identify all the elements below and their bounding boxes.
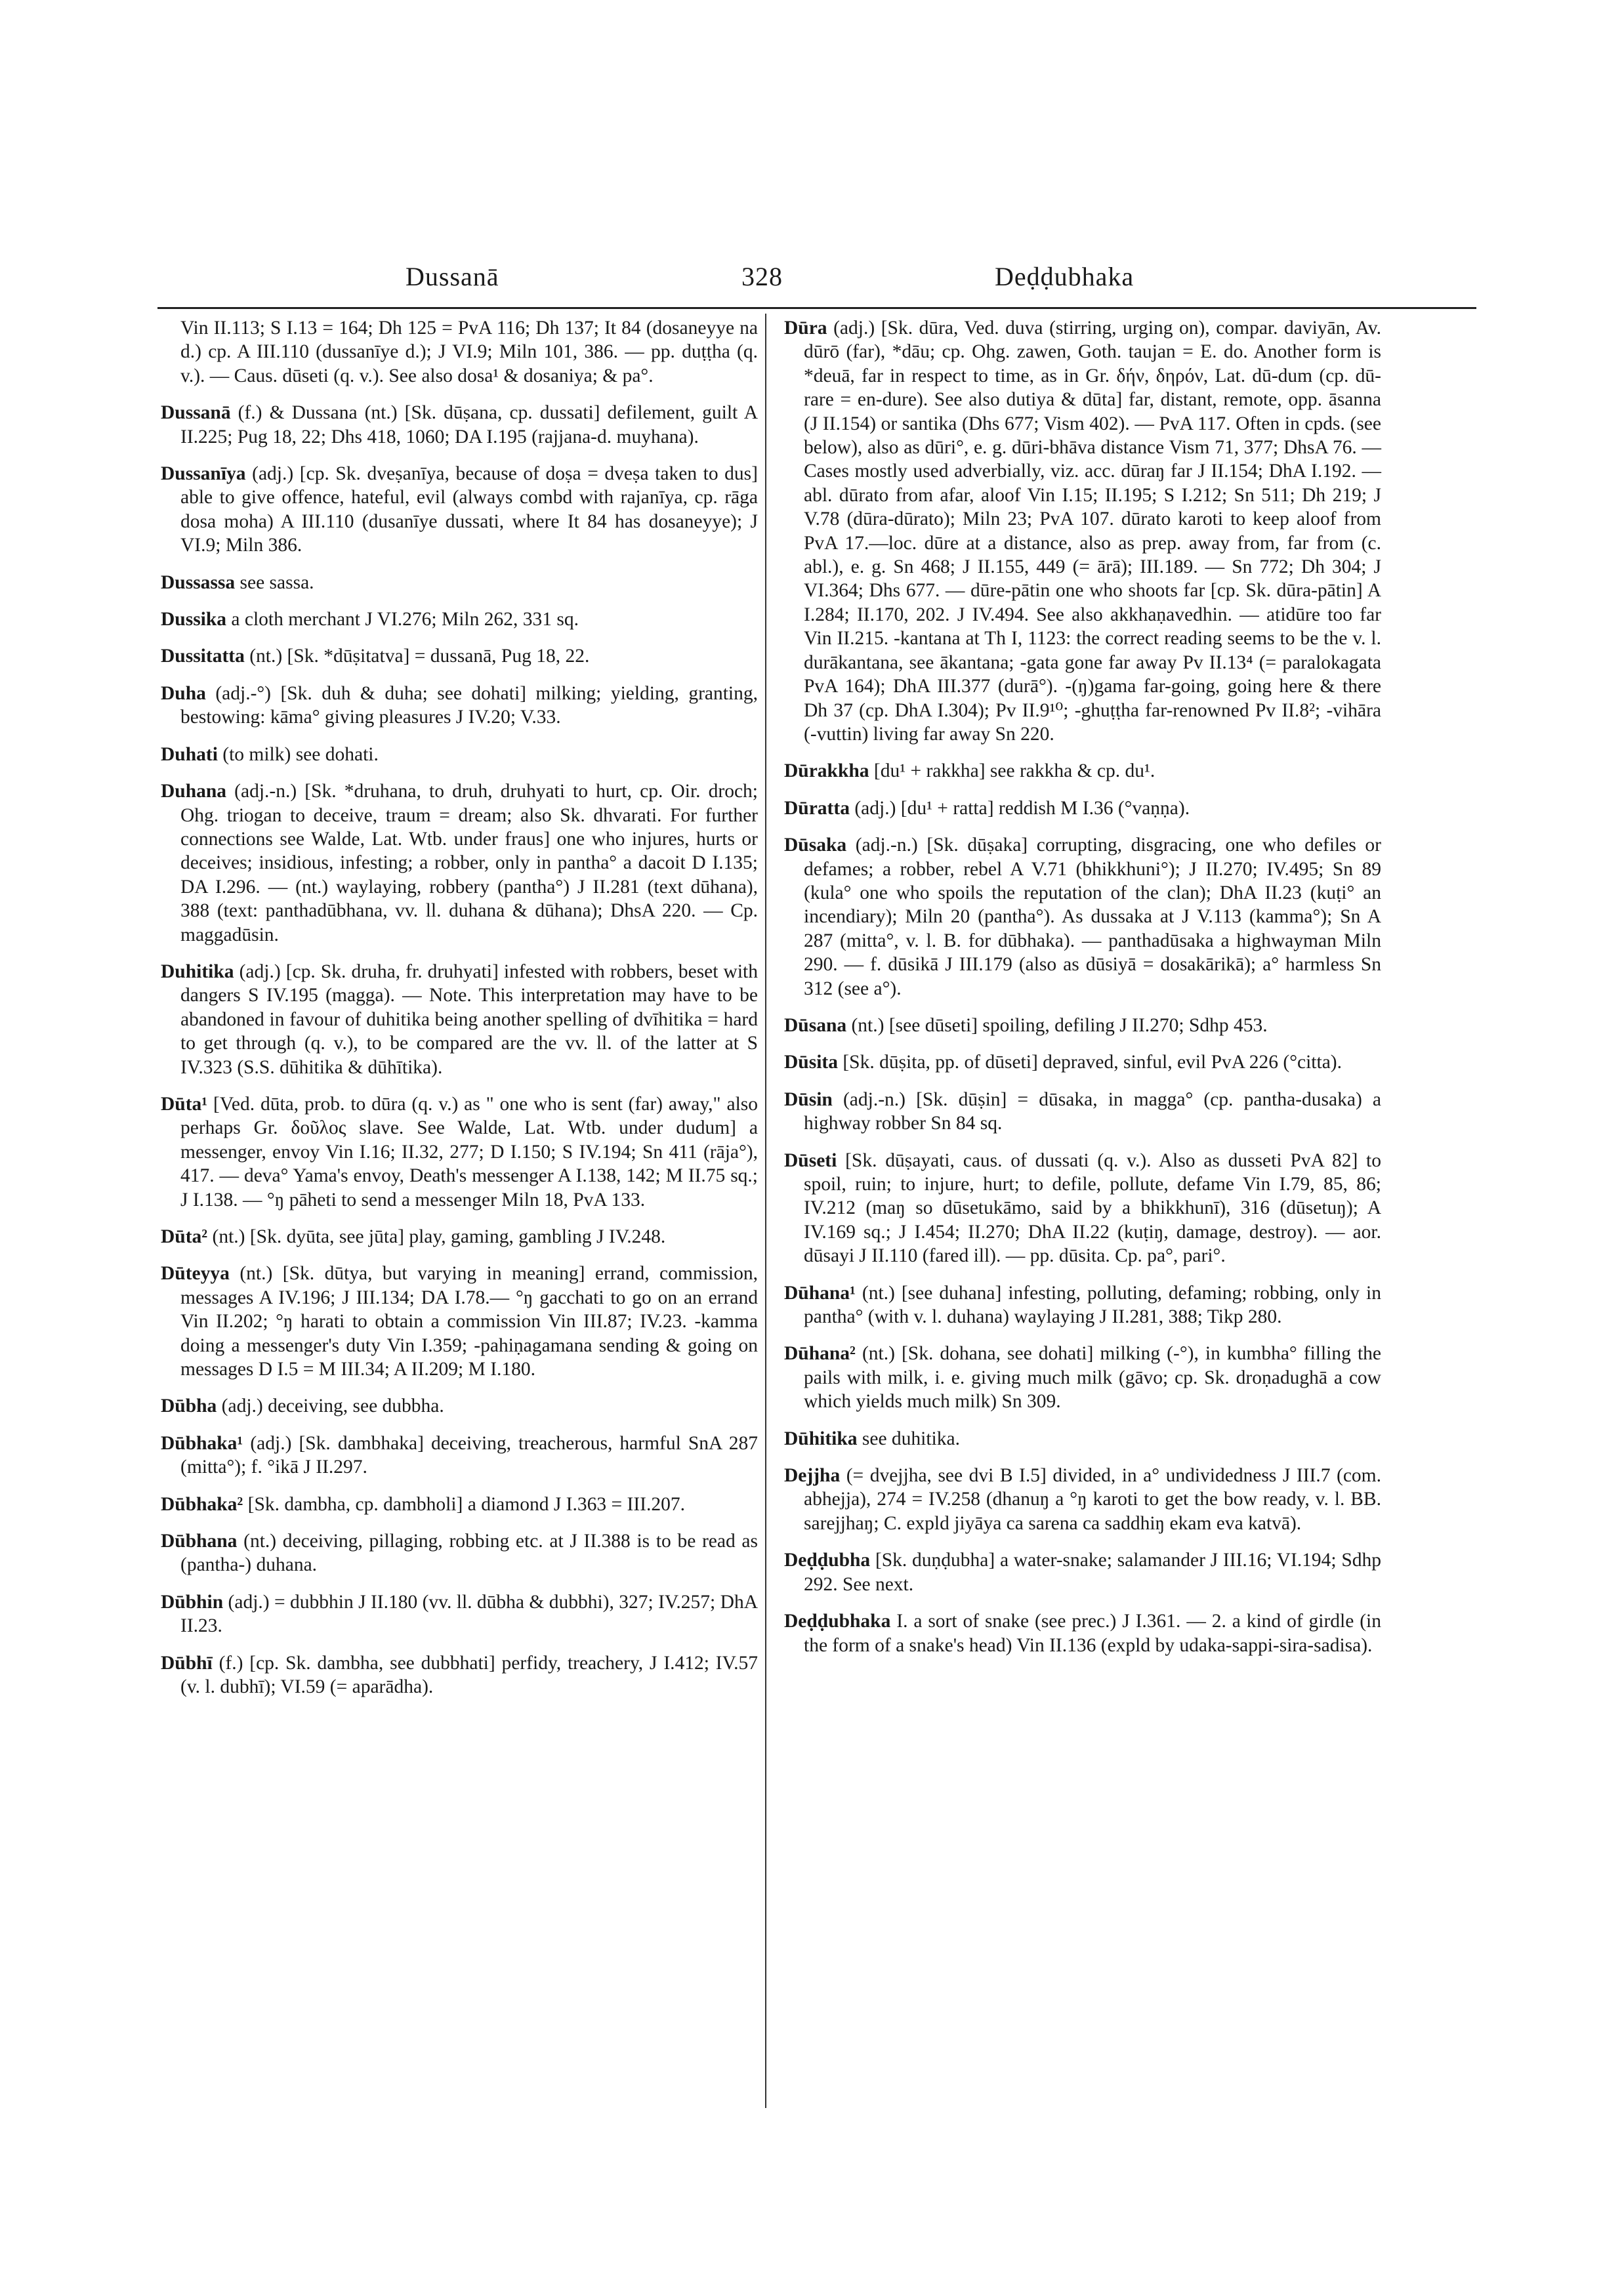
dictionary-entry — [784, 759, 1381, 783]
headword: Dūsaka — [784, 835, 847, 856]
entry-text: (nt.) [Sk. dūtya, but varying in meaning] errand, commission, messages A IV.196; J III.134; DA I.78.— °ŋ gacchati to go on an errand Vin II.202; °ŋ harati to obtain a commission Vin III.87; IV.23. -kamma doing a messenger's duty Vin I.359; -pahiṇagamana sending & going on messages D I.5 = M III.34; A II.209; M I.180. — [180, 1263, 758, 1380]
headword: Dussitatta — [161, 646, 245, 667]
entry-text: (nt.) [see duhana] infesting, polluting, defaming; robbing, only in pantha° (with v. l. duhana) waylaying J II.281, 388; Tikp 280. — [804, 1282, 1381, 1328]
running-head-right: Deḍḍubhaka — [995, 262, 1135, 291]
entry-text: (adj.) [cp. Sk. dveṣanīya, because of doṣa = dveṣa taken to dus] able to give offence, hateful, evil (always combd with rajanīya, cp. rāga dosa moha) A III.110 (dusanīye dussati, where It 84 has dosaneyye); J VI.9; Miln 386. — [180, 463, 758, 556]
entry-text: [Sk. duṇḍubha] a water-snake; salamander J III.16; VI.194; Sdhp 292. See next. — [804, 1550, 1382, 1595]
dictionary-entry — [784, 1342, 1381, 1413]
entry-text: [du¹ + rakkha] see rakkha & cp. du¹. — [873, 760, 1156, 782]
dictionary-entry — [784, 1427, 1381, 1451]
headword: Dūsin — [784, 1088, 833, 1110]
entry-text: (f.) [cp. Sk. dambha, see dubbhati] perfidy, treachery, J I.412; IV.57 (v. l. dubhī); VI.59 (= aparādha). — [180, 1652, 758, 1698]
dictionary-entry — [161, 462, 758, 558]
entry-text: [Ved. dūta, prob. to dūra (q. v.) as " one who is sent (far) away," also perhaps Gr. δοῦλος slave. See Walde, Lat. Wtb. under dudum] a messenger, envoy Vin I.16; II.32, 277; D I.150; S IV.194; Sn 411 (rāja°), 417. — deva° Yama's envoy, Death's messenger A I.138, 142; M II.75 sq.; J I.138. — °ŋ pāheti to send a messenger Miln 18, PvA 133. — [180, 1093, 758, 1210]
entry-text: (adj.) deceiving, see dubbha. — [221, 1396, 444, 1417]
headword: Dūhitika — [784, 1428, 858, 1449]
dictionary-entry — [161, 779, 758, 947]
entry-text: (adj.-°) [Sk. duh & duha; see dohati] milking; yielding, granting, bestowing: kāma° giving pleasures J IV.20; V.33. — [180, 682, 759, 728]
headword: Dussassa — [161, 571, 236, 593]
entry-text: [Sk. dūṣita, pp. of dūseti] depraved, sinful, evil PvA 226 (°citta). — [843, 1052, 1342, 1073]
dictionary-entry — [161, 1394, 758, 1418]
headword: Dūbhin — [161, 1591, 224, 1613]
dictionary-entry — [784, 1149, 1381, 1268]
running-head-left: Dussanā — [406, 262, 499, 291]
dictionary-entry — [784, 316, 1381, 746]
headword: Dūhana¹ — [784, 1282, 856, 1304]
dictionary-entry — [784, 1014, 1381, 1037]
headword: Dūta² — [161, 1226, 208, 1247]
headword: Dūbha — [161, 1396, 217, 1417]
headword: Dūseti — [784, 1149, 837, 1171]
dictionary-entry — [161, 1493, 758, 1516]
header-rule — [157, 307, 1476, 309]
headword: Dūbhī — [161, 1652, 213, 1674]
dictionary-entry — [161, 682, 758, 730]
dictionary-entry — [784, 1464, 1381, 1535]
dictionary-entry — [784, 1050, 1381, 1074]
entry-text: (adj.) [du¹ + ratta] reddish M I.36 (°vaṇṇa). — [854, 797, 1190, 819]
entry-text: (f.) & Dussana (nt.) [Sk. dūṣana, cp. dussati] defilement, guilt A II.225; Pug 18, 22; Dhs 418, 1060; DA I.195 (rajjana-d. muyhana). — [180, 402, 758, 447]
dictionary-entry — [161, 316, 758, 388]
entry-text: (nt.) [Sk. dohana, see dohati] milking (-°), in kumbha° filling the pails with milk, i. e. giving much milk (gāvo; cp. Sk. droṇadughā a cow which yields much milk) Sn 309. — [804, 1343, 1381, 1413]
dictionary-entry — [784, 833, 1381, 1001]
entry-text: (adj.-n.) [Sk. dūṣaka] corrupting, disgracing, one who defiles or defames; a robber, rebel A V.71 (bhikkhuni°); J II.270; IV.495; Sn 89 (kula° one who spoils the reputation of the clan); DhA II.23 (kuṭi° an incendiary); Miln 20 (pantha°). As dussaka at J V.113 (kamma°); Sn A 287 (mitta°, v. l. B. for dūbhaka). — panthadūsaka a highwayman Miln 290. — f. dūsikā J III.179 (also as dūsiyā = dosakārikā); a° harmless Sn 312 (see a°). — [804, 835, 1382, 999]
right-column — [784, 316, 1381, 1670]
entry-text: (adj.) [Sk. dambhaka] deceiving, treacherous, harmful SnA 287 (mitta°); f. °ikā J II.297. — [180, 1432, 759, 1478]
entry-text: (adj.) [Sk. dūra, Ved. duva (stirring, urging on), compar. daviyān, Av. dūrō (far), *dāu; cp. Ohg. zawen, Goth. taujan = E. do. Another form is *deuā, far in respect to time, as in Gr. δήν, δηρόν, Lat. dū-dum (cp. dū-rare = en-dure). See also dutiya & dūta] far, distant, remote, opp. āsanna (J II.154) or santika (Dhs 677; Vism 402). — PvA 117. Often in cpds. (see below), also as dūri°, e. g. dūri-bhāva distance Vism 71, 377; DhsA 76. — Cases mostly used adverbially, viz. acc. dūraŋ far J II.154; DhA I.192. — abl. dūrato from afar, aloof Vin I.15; II.195; S I.212; Sn 511; Dh 219; J V.78 (dūra-dūrato); Miln 23; PvA 107. dūrato karoti to keep aloof from PvA 17.—loc. dūre at a distance, also as prep. away from, far from (c. abl.), e. g. Sn 468; J II.155, 449 (= ārā); III.189. — Sn 772; Dh 304; J VI.364; Dhs 677. — dūre-pātin one who shoots far [cp. Sk. dūra-pātin] A I.284; II.170, 202. J IV.494. See also akkhaṇavedhin. — atidūre too far Vin II.215. -kantana at Th I, 1123: the correct reading seems to be the v. l. durākantana, see ākantana; -gata gone far away Pv II.13⁴ (= paralokagata PvA 164); DhA III.377 (durā°). -(ŋ)gama far-going, going here & there Dh 37 (cp. DhA I.304); Pv II.9¹⁰; -ghuṭṭha far-renowned Pv II.8²; -vihāra (-vuttin) living far away Sn 220. — [804, 318, 1382, 745]
page-number: 328 — [741, 262, 783, 291]
headword: Dūrakkha — [784, 760, 869, 782]
entry-text: see sassa. — [239, 571, 314, 593]
headword: Deḍḍubha — [784, 1550, 871, 1571]
headword: Dūbhaka² — [161, 1493, 243, 1515]
dictionary-entry — [161, 1432, 758, 1479]
dictionary-entry — [161, 743, 758, 766]
headword: Duha — [161, 682, 206, 704]
headword: Dūsana — [784, 1014, 847, 1036]
headword: Dejjha — [784, 1465, 841, 1487]
dictionary-entry — [161, 608, 758, 631]
headword: Dussanā — [161, 402, 231, 424]
headword: Dūbhaka¹ — [161, 1432, 243, 1454]
entry-text: (adj.-n.) [Sk. dūṣin] = dūsaka, in magga° (cp. pantha-dusaka) a highway robber Sn 84 sq. — [804, 1088, 1382, 1134]
entry-text: (to milk) see dohati. — [222, 743, 379, 765]
dictionary-entry — [161, 1262, 758, 1381]
dictionary-entry — [161, 1092, 758, 1212]
headword: Dūsita — [784, 1052, 838, 1073]
dictionary-entry — [161, 960, 758, 1079]
dictionary-entry — [161, 1529, 758, 1577]
entry-text: [Sk. dūṣayati, caus. of dussati (q. v.). Also as dusseti PvA 82] to spoil, ruin; to injure, hurt; to defile, pollute, defame Vin I.79, 85, 86; IV.212 (maŋ so dūsetukāmo, said by a bhikkhunī), 316 (dūsetuŋ); A IV.169 sq.; J I.454; II.270; DhA II.22 (kuṭiŋ, damage, destroy). — aor. dūsayi J II.110 (fared ill). — pp. dūsita. Cp. pa°, pari°. — [804, 1149, 1382, 1267]
headword: Dūra — [784, 318, 827, 339]
headword: Dūteyya — [161, 1263, 230, 1285]
dictionary-entry — [161, 1590, 758, 1638]
headword: Duhati — [161, 743, 218, 765]
entry-text: (nt.) [Sk. *dūṣitatva] = dussanā, Pug 18, 22. — [249, 646, 590, 667]
dictionary-entry — [161, 644, 758, 668]
entry-text: (adj.) = dubbhin J II.180 (vv. ll. dūbha & dubbhi), 327; IV.257; DhA II.23. — [180, 1591, 758, 1637]
dictionary-entry — [784, 1281, 1381, 1329]
dictionary-entry — [784, 1548, 1381, 1596]
entry-text: Vin II.113; S I.13 = 164; Dh 125 = PvA 116; Dh 137; It 84 (dosaneyye na d.) cp. A III.110 (dussanīye d.); J VI.9; Miln 101, 386. — pp. duṭṭha (q. v.). — Caus. dūseti (q. v.). See also dosa¹ & dosaniya; & pa°. — [180, 318, 758, 386]
headword: Deḍḍubhaka — [784, 1611, 891, 1632]
entry-text: I. a sort of snake (see prec.) J I.361. — 2. a kind of girdle (in the form of a snake's head) Vin II.136 (expld by udaka-sappi-sira-sadisa). — [804, 1611, 1382, 1656]
entry-text: (nt.) [Sk. dyūta, see jūta] play, gaming, gambling J IV.248. — [212, 1226, 666, 1247]
entry-text: (nt.) [see dūseti] spoiling, defiling J II.270; Sdhp 453. — [851, 1014, 1268, 1036]
entry-text: (= dvejjha, see dvi B I.5] divided, in a° undividedness J III.7 (com. abhejja), 274 = IV.258 (dhanuŋ a °ŋ karoti to get the bow ready, v. l. BB. sarejjhaŋ; C. expld jiyāya ca sarena ca saddhiŋ ekam eva katvā). — [804, 1465, 1382, 1534]
dictionary-entry — [784, 1088, 1381, 1136]
entry-text: a cloth merchant J VI.276; Miln 262, 331 sq. — [231, 609, 579, 631]
entry-text: (nt.) deceiving, pillaging, robbing etc. at J II.388 is to be read as (pantha-) duhana. — [180, 1531, 758, 1576]
dictionary-entry — [784, 1609, 1381, 1657]
entry-text: [Sk. dambha, cp. dambholi] a diamond J I.363 = III.207. — [247, 1493, 685, 1515]
headword: Duhana — [161, 781, 227, 802]
dictionary-entry — [161, 571, 758, 594]
headword: Dussika — [161, 609, 227, 631]
headword: Dūhana² — [784, 1343, 856, 1365]
entry-text: see duhitika. — [862, 1428, 960, 1449]
headword: Dūbhana — [161, 1531, 238, 1552]
left-column — [161, 316, 758, 1712]
dictionary-entry — [784, 796, 1381, 820]
headword: Duhitika — [161, 961, 234, 982]
dictionary-entry — [161, 401, 758, 449]
headword: Dūratta — [784, 797, 850, 819]
entry-text: (adj.-n.) [Sk. *druhana, to druh, druhyati to hurt, cp. Oir. droch; Ohg. triogan to deceive, traum = dream; also Sk. dhvarati. For further connections see Walde, Lat. Wtb. under fraus] one who injures, hurts or deceives; insidious, infesting; a robber, only in pantha° a dacoit D I.135; DA I.296. — (nt.) waylaying, robbery (pantha°) J II.281 (text dūhana), 388 (text: panthadūbhana, vv. ll. duhana & dūhana); DhsA 220. — Cp. maggadūsin. — [180, 781, 759, 945]
headword: Dussanīya — [161, 463, 246, 485]
dictionary-entry — [161, 1225, 758, 1249]
entry-text: (adj.) [cp. Sk. druha, fr. druhyati] infested with robbers, beset with dangers S IV.195 (magga). — Note. This interpretation may have to be abandoned in favour of duhitika being another spelling of dvīhitika = hard to get through (q. v.), to be compared are the vv. ll. of the latter at S IV.323 (S.S. dūhitika & dūhītika). — [180, 961, 759, 1078]
column-divider — [765, 314, 766, 2108]
dictionary-entry — [161, 1651, 758, 1699]
headword: Dūta¹ — [161, 1093, 208, 1115]
